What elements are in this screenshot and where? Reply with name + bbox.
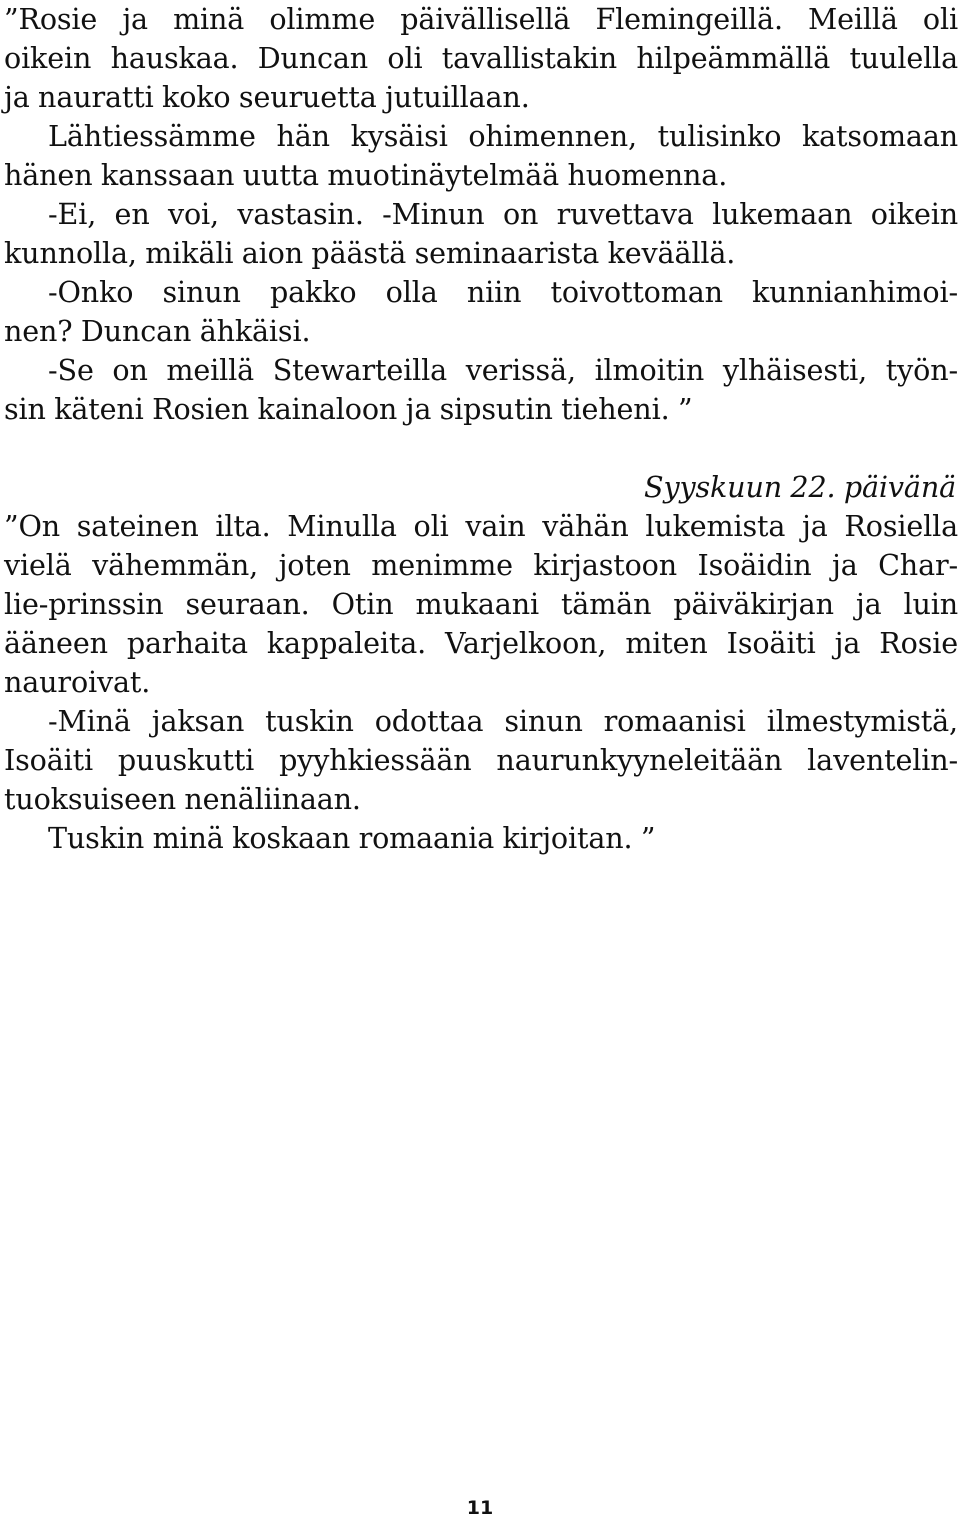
- text-line: vielä vähemmän, joten menimme kirjastoon Isoäidin ja Char-: [4, 548, 958, 582]
- text-line: ”Rosie ja minä olimme päivällisellä Flemingeillä. Meillä oli: [4, 2, 958, 36]
- text-line: oikein hauskaa. Duncan oli tavallistakin hilpeämmällä tuulella: [4, 41, 958, 75]
- text-line: nauroivat.: [4, 665, 151, 699]
- text-line: ”On sateinen ilta. Minulla oli vain vähän lukemista ja Rosiella: [4, 509, 958, 543]
- text-line: -Se on meillä Stewarteilla verissä, ilmoitin ylhäisesti, työn-: [48, 353, 958, 387]
- text-line: Tuskin minä koskaan romaania kirjoitan. ”: [48, 821, 656, 855]
- date-heading: Syyskuun 22. päivänä: [644, 470, 956, 504]
- text-line: nen? Duncan ähkäisi.: [4, 314, 311, 348]
- document-body: [4, 0, 958, 858]
- text-line: tuoksuiseen nenäliinaan.: [4, 782, 361, 816]
- text-line: -Onko sinun pakko olla niin toivottoman kunnianhimoi-: [48, 275, 958, 309]
- text-line: sin käteni Rosien kainaloon ja sipsutin tieheni. ”: [4, 392, 693, 426]
- text-line: hänen kanssaan uutta muotinäytelmää huomenna.: [4, 158, 728, 192]
- text-line: Lähtiessämme hän kysäisi ohimennen, tulisinko katsomaan: [48, 119, 958, 153]
- text-line: ja nauratti koko seuruetta jutuillaan.: [4, 80, 530, 114]
- text-line: kunnolla, mikäli aion päästä seminaarista keväällä.: [4, 236, 736, 270]
- text-line: lie-prinssin seuraan. Otin mukaani tämän päiväkirjan ja luin: [4, 587, 958, 621]
- text-line: ääneen parhaita kappaleita. Varjelkoon, miten Isoäiti ja Rosie: [4, 626, 958, 660]
- page-number: 11: [466, 1497, 494, 1519]
- text-line: Isoäiti puuskutti pyyhkiessään naurunkyyneleitään laventelin-: [4, 743, 958, 777]
- text-line: -Ei, en voi, vastasin. -Minun on ruvettava lukemaan oikein: [48, 197, 958, 231]
- paragraph-gap: [4, 429, 958, 468]
- text-line: -Minä jaksan tuskin odottaa sinun romaanisi ilmestymistä,: [48, 704, 958, 738]
